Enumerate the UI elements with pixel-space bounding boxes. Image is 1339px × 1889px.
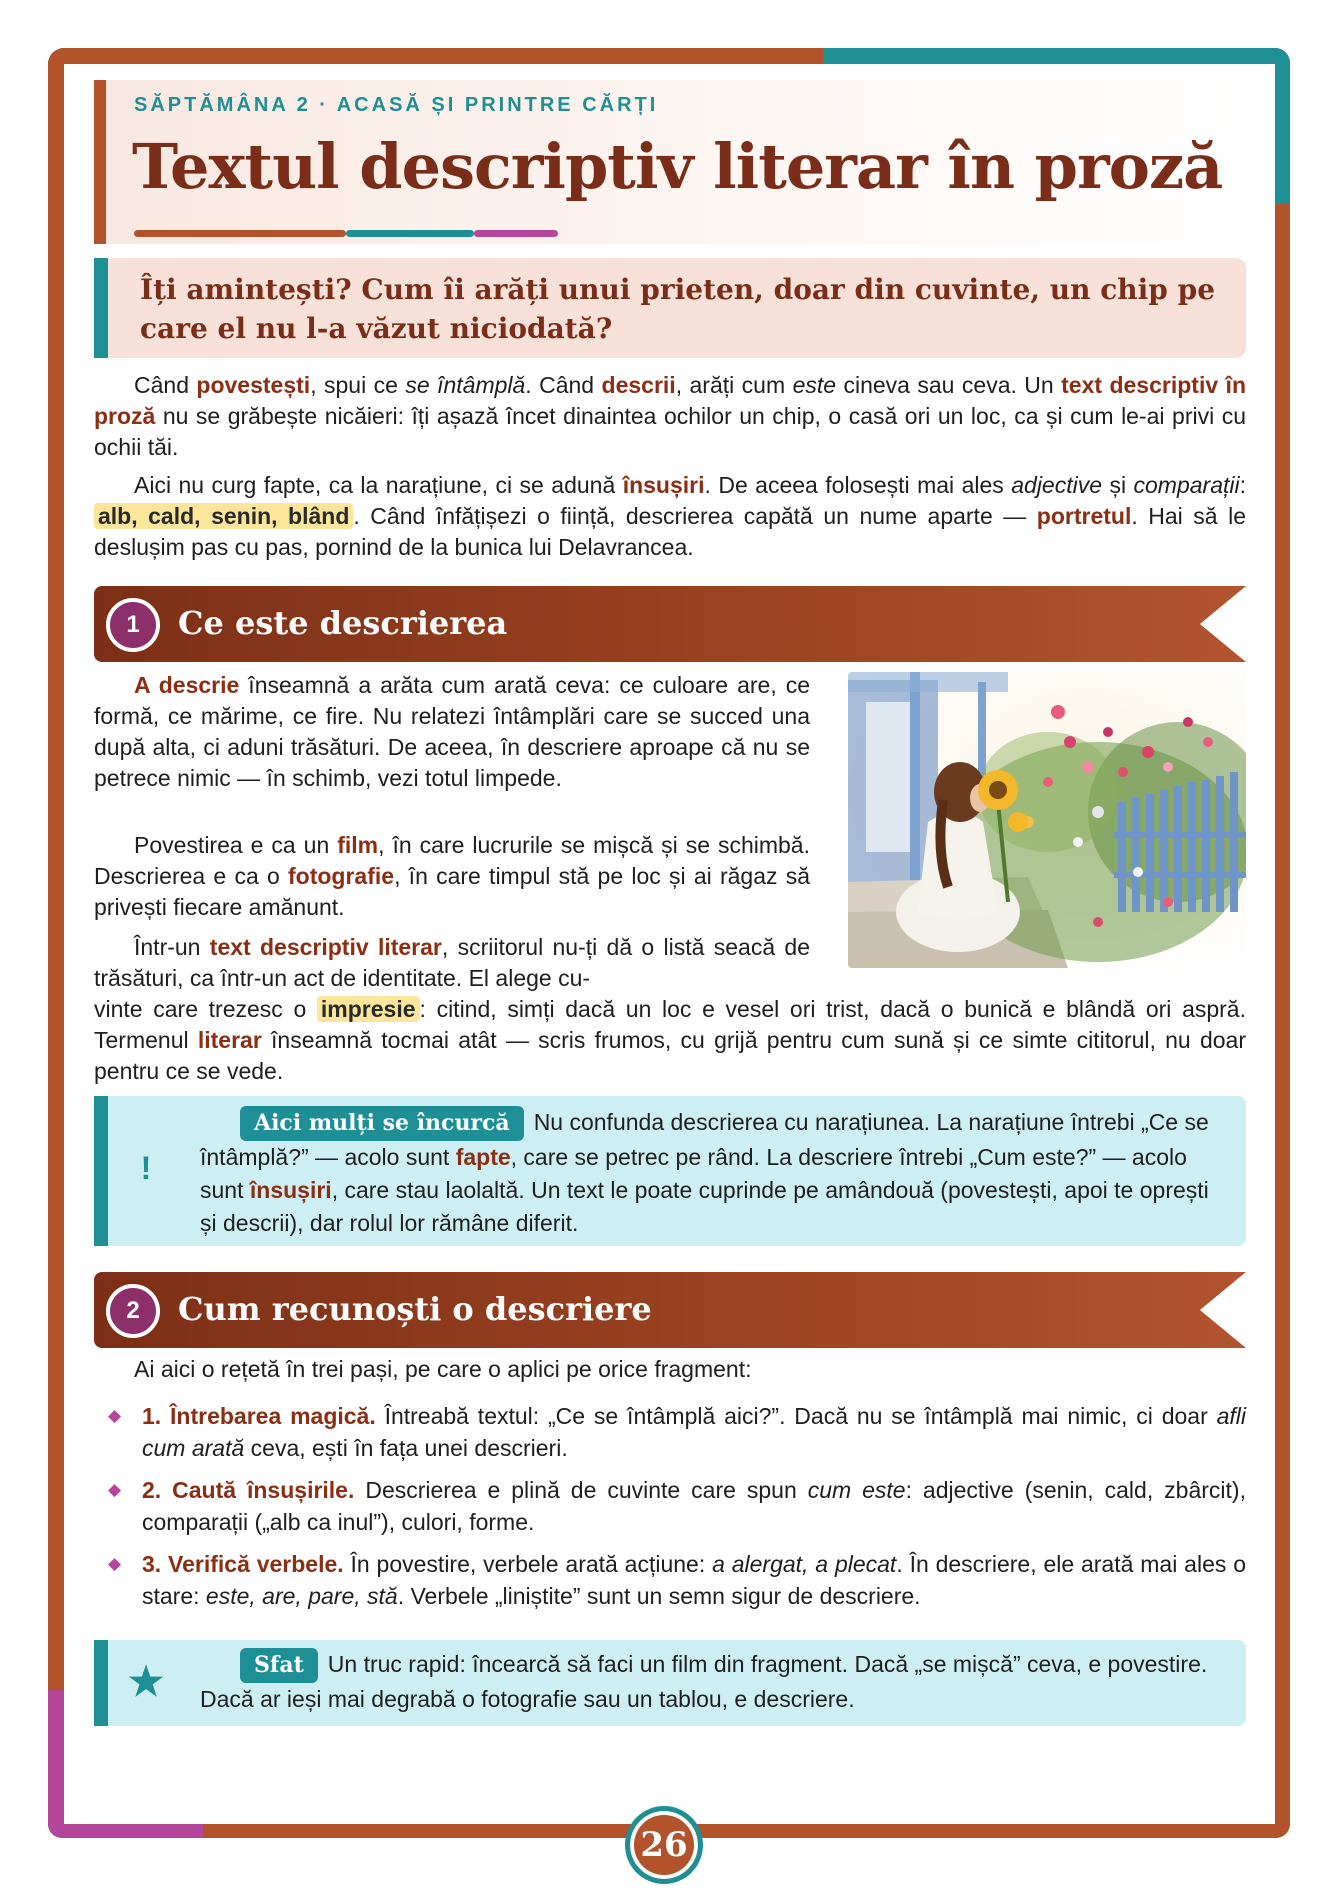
common-mistake-text: Aici mulți se încurcă Nu confunda descrierea cu narațiunea. La narațiune întrebi „Ce se întâmplă?” — acolo sunt fapte, care se petrec pe rând. La descriere întrebi „Cum este?” — acolo sunt însușiri, care stau laolaltă. Un text le poate cuprinde pe amândouă (povestești, apoi te oprești și descrii), dar rolul lor rămâne diferit. — [200, 1106, 1220, 1240]
impresie-highlight: impresie — [317, 996, 420, 1022]
frame-left-border — [48, 48, 64, 1838]
recall-question: Îți amintești? Cum îi arăți unui prieten, doar din cuvinte, un chip pe care el nu l-a văzut niciodată? — [140, 273, 1216, 345]
section-1-title: Ce este descrierea — [178, 604, 508, 642]
section-1-paragraph-3: Într-un text descriptiv literar, scriitorul nu-ți dă o listă seacă de trăsături, ca într-un act de identitate. El alege cu- — [94, 934, 810, 991]
tip-label: Sfat — [240, 1648, 318, 1683]
exclamation-icon: ! — [140, 1150, 152, 1186]
page-number: 26 — [625, 1806, 703, 1884]
intro-paragraph-1: Când povestești, spui ce se întâmplă. Când descrii, arăți cum este cineva sau ceva. Un text descriptiv în proză nu se grăbește nicăieri: îți așază încet dinaintea ochilor un chip, o casă ori un loc, ca și cum le-ai privi cu ochii tăi. — [94, 372, 1246, 460]
title-underline-teal — [346, 230, 474, 237]
common-mistake-label: Aici mulți se încurcă — [240, 1106, 524, 1141]
diamond-bullet-icon: ◆ — [108, 1406, 122, 1425]
step-item: ◆ 2. Caută însușirile. Descrierea e plină de cuvinte care spun cum este: adjective (senin, cald, zbârcit), comparații („alb ca inul”), culori, forme. — [104, 1474, 1246, 1538]
tip-text: Sfat Un truc rapid: încearcă să faci un film din fragment. Dacă „se mișcă” ceva, e povestire. Dacă ar ieși mai degrabă o fotografie sau un tablou, e descriere. — [200, 1648, 1220, 1716]
week-kicker: SĂPTĂMÂNA 2 · ACASĂ ȘI PRINTRE CĂRȚI — [134, 94, 659, 116]
step-item: ◆ 1. Întrebarea magică. Întreabă textul: „Ce se întâmplă aici?”. Dacă nu se întâmplă mai nimic, ci doar afli cum arată ceva, ești în fața unei descrieri. — [104, 1400, 1246, 1464]
illustration-girl-with-sunflower — [848, 672, 1246, 968]
step-item: ◆ 3. Verifică verbele. În povestire, verbele arată acțiune: a alergat, a plecat. În descriere, ele arată mai ales o stare: este, are, pare, stă. Verbele „liniștite” sunt un semn sigur de descriere. — [104, 1548, 1246, 1612]
adjectives-highlight: alb, cald, senin, blând — [94, 503, 353, 529]
section-1-number: 1 — [106, 598, 160, 652]
diamond-bullet-icon: ◆ — [108, 1554, 122, 1573]
star-icon: ★ — [128, 1660, 164, 1704]
section-2-intro: Ai aici o rețetă în trei pași, pe care o aplici pe orice fragment: — [134, 1356, 752, 1382]
frame-top-border — [48, 48, 823, 64]
title-underline-brown — [134, 230, 346, 237]
section-1-paragraph-2: Povestirea e ca un film, în care lucrurile se mișcă și se schimbă. Descrierea e ca o fotografie, în care timpul stă pe loc și ai răgaz să privești fiecare amănunt. — [94, 832, 811, 920]
section-1-paragraph-1: A descrie înseamnă a arăta cum arată ceva: ce culoare are, ce formă, ce mărime, ce fire. Nu relatezi întâmplări care se succed una după alta, ci aduni trăsături. De aceea, în descriere aproape că nu se petrece nimic — în schimb, vezi totul limpede. — [94, 672, 810, 791]
section-2-number: 2 — [106, 1284, 160, 1338]
frame-left-accent — [48, 1690, 64, 1838]
section-1-paragraph-3-continued: vinte care trezesc o impresie : citind, simți dacă un loc e vesel ori trist, dacă o bunică e blândă ori aspră. Termenul literar înseamnă tocmai atât — scris frumos, cu grijă pentru cum sună și ce simte cititorul, nu doar pentru ce se vede. — [94, 996, 1247, 1084]
page-title: Textul descriptiv literar în proză — [132, 130, 1223, 203]
frame-bottom-accent — [48, 1824, 203, 1838]
intro-paragraph-2: Aici nu curg fapte, ca la narațiune, ci se adună însușiri. De aceea folosești mai ales adjective și comparații: alb, cald, senin, blând . Când înfățișezi o ființă, descrierea capătă un nume aparte — portretul. Hai să le deslușim pas cu pas, pornind de la bunica lui Delavrancea. — [94, 472, 1247, 560]
frame-top-accent — [823, 48, 1290, 64]
frame-right-accent — [1275, 48, 1290, 204]
section-2-title: Cum recunoști o descriere — [178, 1290, 652, 1328]
steps-list — [104, 1400, 1246, 1622]
frame-right-border — [1275, 48, 1290, 1838]
title-underline-magenta — [474, 230, 558, 237]
diamond-bullet-icon: ◆ — [108, 1480, 122, 1499]
